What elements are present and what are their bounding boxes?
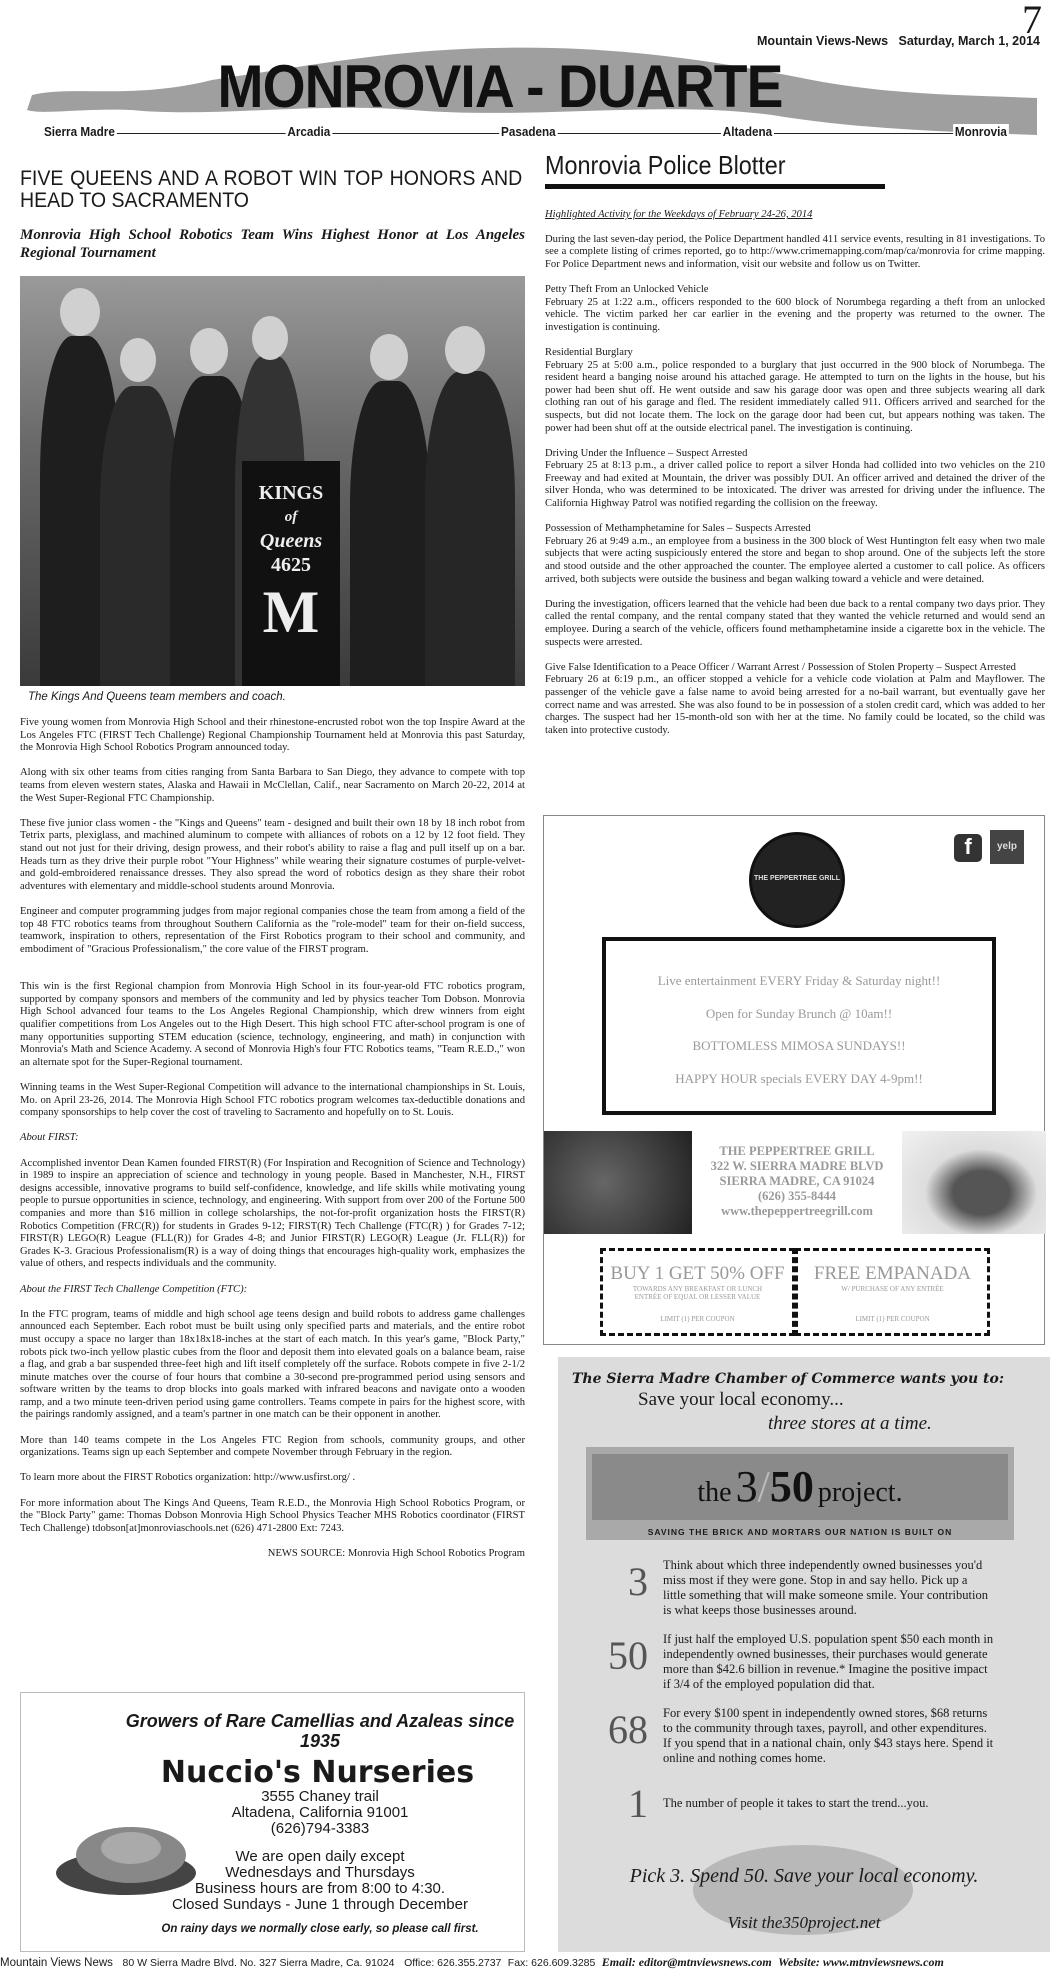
ad-website[interactable]: Visit the350project.net <box>727 1913 881 1932</box>
blotter-item: Possession of Methamphetamine for Sales – Suspects Arrested February 26 at 9:49 a.m., an employee from a business in the 300 block of West Huntington felt easy when two male subjects that were acting suspiciously entered the store and began to shop around. One of the subjects left the store and stood outside and the other approached the counter. The employee alerted a customer to call police. As officers arrived, both subjects were outside the business and began walking toward a vehicle and were detained. <box>545 523 1045 585</box>
city-label: Arcadia <box>287 124 331 139</box>
points-list <box>558 1558 1050 1827</box>
camellia-flower-icon <box>51 1823 201 1898</box>
restaurant-address: THE PEPPERTREE GRILL 322 W. SIERRA MADRE BLVD SIERRA MADRE, CA 91024 (626) 355-8444 www.thepeppertreegrill.com <box>710 1144 884 1218</box>
blotter-item: Petty Theft From an Unlocked Vehicle February 25 at 1:22 a.m., officers responded to the 600 block of Norumbega regarding a theft from an unlocked vehicle. The victim parked her car earlier in the evening and the property was returned to the owner. The investigation is continuing. <box>545 283 1045 333</box>
city-label: Pasadena <box>501 124 556 139</box>
ad-business-name: Nuccio's Nurseries <box>160 1755 475 1790</box>
page-footer <box>0 1955 1056 1970</box>
city-label: Altadena <box>722 124 773 139</box>
police-blotter <box>545 150 1045 750</box>
blotter-title: Monrovia Police Blotter <box>545 150 786 180</box>
blotter-item: Residential Burglary February 25 at 5:00 a.m., police responded to a burglary that just occurred in the 900 block of Norumbega. The resident heard a banging noise around his attached garage. He attempted to turn on the lights in the house, but his power had been shut off. He went outside and saw his garage door was open and three subjects wearing all dark clothing ran out of his garage and fled. The resident immediately called 911. Officers arrived and searched for the suspects, but did not locate them. The lock on the garage door had been cut, but appears nothing was taken. The power had been shut off at the outside electrical panel. The investigation is continuing. <box>545 346 1045 434</box>
peppertree-logo: THE PEPPERTREE GRILL <box>749 832 845 928</box>
article-paragraph: Engineer and computer programming judges from major regional companies chose the team from among a field of the top 48 FTC robotics teams from throughout Southern California as the "role-model" team for their on-field success, teamwork, inspiration to others, representation of the First Robotics program to their school and community, and embodiment of "Gracious Professionalism," the core value of the FIRST program. <box>20 905 525 955</box>
yelp-icon[interactable]: yelp <box>990 830 1024 864</box>
article-paragraph: This win is the first Regional champion from Monrovia High School in its four-year-old FTC robotics program, supported by company sponsors and members of the community and led by physics teacher Tom Dobson. Monrovia High School advanced four teams to the Los Angeles Regional Championship, which drew winners from eight qualifier competitions from Los Angeles out to the High Desert. This high school FTC after-school program is one of many opportunities supporting STEM education (science, technology, engineering, and math) in conjunction with Monrovia's Math and Science Academy. A second of Monrovia High's four FTC Robotics teams, "Team R.E.D.," won an alternate spot for the Super-Regional tournament. <box>20 981 525 1068</box>
peppertree-grill-ad <box>543 815 1045 1345</box>
robotics-article <box>20 168 525 1573</box>
blotter-item: Give False Identification to a Peace Officer / Warrant Arrest / Possession of Stolen Property – Suspect Arrested February 26 at 6:19 p.m., an officer stopped a vehicle for a vehicle code violation at Palm and Mayflower. The passenger of the vehicle gave a false name to avoid being arrested for a no-bail warrant, but eventually gave her correct name and was arrested. She was also found to be in possession of a stolen credit card, which was added to her charges. The suspect had her 15-month-old son with her at the time. No family could be located, so the child was taken into protective custody. <box>545 661 1045 736</box>
article-paragraph: Accomplished inventor Dean Kamen founded FIRST(R) (For Inspiration and Recognition of Science and Technology) in 1989 to inspire an appreciation of science and technology in young people. Based in Manchester, N.H., FIRST designs accessible, innovative programs to build self-confidence, knowledge, and life skills while motivating young people to pursue opportunities in science, technology, and engineering. With support from over 200 of the Fortune 500 companies and more than $16 million in college scholarships, the not-for-profit organization hosts the FIRST(R) Robotics Competition (FRC(R)) for students in Grades 9-12; FIRST(R) Tech Challenge (FTC(R) ) for Grades 7-12; FIRST(R) LEGO(R) League (FLL(R)) for Grades 4-8; and Junior FIRST(R) LEGO(R) League (Jr. FLL(R)) for Grades K-3. Gracious Professionalism(R) is a way of doing things that encourages high-quality work, emphasizes the value of others, and respects individuals and the community. <box>20 1157 525 1270</box>
page-number: 7 <box>1022 0 1042 42</box>
footer-office-phone: Office: 626.355.2737 <box>404 1957 502 1969</box>
article-paragraph: Five young women from Monrovia High School and their rhinestone-encrusted robot won the top Inspire Award at the Los Angeles FTC (FIRST Tech Challenge) Regional Championship Tournament held at Monrovia this past Saturday, the Monrovia High School Robotics Program announced today. <box>20 717 525 754</box>
blotter-intro: During the last seven-day period, the Police Department handled 411 service events, resulting in 81 investigations. To see a complete listing of crimes reported, go to http://www.crimemapping.com/map/ca/monrovia for crime mapping. For Police Department news and information, visit our website and follow us on Twitter. <box>545 233 1045 270</box>
footer-paper: Mountain Views News <box>0 1957 113 1969</box>
article-paragraph: Winning teams in the West Super-Regional Competition will advance to the international championships in St. Louis, Mo. on April 23-26, 2014. The Monrovia High School FTC robotics program welcomes tax-deductible donations and company sponsorships to help cover the cost of traveling to Sacramento and hopefully on to St. Louis. <box>20 1082 525 1119</box>
point-item: 68 For every $100 spent in independently owned stores, $68 returns to the community through taxes, payroll, and other expenditures. If you spend that in a national chain, only $43 stays here. Spend it online and nothing comes home. <box>608 1706 994 1765</box>
team-photo <box>20 276 525 686</box>
ad-hours: We are open daily except Wednesdays and Thursdays Business hours are from 8:00 to 4:30. Closed Sundays - June 1 through December <box>171 1848 468 1913</box>
article-paragraph: More than 140 teams compete in the Los Angeles FTC Region from schools, community groups, and other organizations. Teams sign up each September and compete November through February in the region. <box>20 1434 525 1459</box>
section-heading: About the FIRST Tech Challenge Competition (FTC): <box>20 1283 248 1295</box>
coupon-free-empanada[interactable]: FREE EMPANADA W/ PURCHASE OF ANY ENTRÉE LIMIT (1) PER COUPON <box>795 1248 990 1336</box>
350-project-logo: the 3/50 project. SAVING THE BRICK AND MORTARS OUR NATION IS BUILT ON <box>586 1447 1014 1540</box>
footer-website[interactable]: Website: www.mtnviewsnews.com <box>778 1955 944 1969</box>
footer-email[interactable]: Email: editor@mtnviewsnews.com <box>601 1955 772 1969</box>
point-item: 50 If just half the employed U.S. population spent $50 each month in independently owned businesses, their purchases would generate more than $42.6 billion in revenue.* Imagine the positive impact if 3/4 of the employed population did that. <box>608 1632 994 1691</box>
empanada-photo <box>902 1131 1046 1234</box>
article-paragraph: For more information about The Kings And Queens, Team R.E.D., the Monrovia High School Robotics Program, or the "Block Party" game: Thomas Dobson Monrovia High School Physics Teacher MHS Robotics coordinator (FIRST Tech Challenge) tdobson[at]monroviaschools.net (626) 471-2800 Ext: 7243. <box>20 1497 525 1534</box>
point-item: 3 Think about which three independently owned businesses you'd miss most if they were gone. Stop in and say hello. Pick up a little something that will make someone smile. Your contribution is what keeps those businesses around. <box>628 1558 988 1617</box>
ad-header: The Sierra Madre Chamber of Commerce wants you to: <box>572 1371 1005 1387</box>
mule-mug-photo <box>544 1131 692 1234</box>
ad-address: 3555 Chaney trail Altadena, California 91001 (626)794-3383 <box>231 1788 409 1837</box>
article-link-paragraph: To learn more about the FIRST Robotics organization: http://www.usfirst.org/ . <box>20 1472 356 1484</box>
banner-subtitle: SAVING THE BRICK AND MORTARS OUR NATION IS BUILT ON <box>647 1527 953 1537</box>
article-subhead: Monrovia High School Robotics Team Wins Highest Honor at Los Angeles Regional Tournament <box>20 227 525 261</box>
city-line <box>38 124 1018 140</box>
paper-name: Mountain Views-News <box>757 34 889 48</box>
photo-caption: The Kings And Queens team members and coach. <box>28 691 286 703</box>
article-headline: FIVE QUEENS AND A ROBOT WIN TOP HONORS AND HEAD TO SACRAMENTO <box>20 167 523 212</box>
city-label: Sierra Madre <box>43 124 115 139</box>
news-source: NEWS SOURCE: Monrovia High School Robotics Program <box>267 1548 525 1559</box>
article-paragraph: In the FTC program, teams of middle and high school age teens design and build robots to address game challenges announced each September. Each robot must be built using only specified parts and materials, and the entire robot must occupy a space no larger than 18x18x18-inches at the start of each match. In this year's game, "Block Party," robots pick two-inch yellow plastic cubes from the floor and deposit them into elevated goals on a balance beam, raise a flag, and grab a bar suspended three-feet high and lift itself completely off the surface. Robots compete in five 2-1/2 minute matches over the course of four hours that combine a 30-second pre-programmed period using sensors and software written by the teams to drop blocks into goals marked with infrared beacons and navigate onto a wooden ramp, and a two minute teen-driven period using game controllers. Teams compete in pairs for the highest score, with the pairings randomly assigned, and a team's partner in one match can be their opponent in another. <box>20 1308 525 1421</box>
masthead-title: MONROVIA - DUARTE <box>217 53 783 120</box>
team-sign: KINGS of Queens 4625 M <box>242 461 340 686</box>
issue-date: Saturday, March 1, 2014 <box>898 34 1040 48</box>
footer-fax: Fax: 626.609.3285 <box>507 1957 596 1969</box>
ad-line: three stores at a time. <box>768 1413 932 1434</box>
article-paragraph: These five junior class women - the "Kings and Queens" team - designed and built their own 18 by 18 inch robot from Tetrix parts, plexiglass, and machined aluminum to compete with alliances of robots on a 12 by 12 foot field. They stand out not just for their driving, design prowess, and their robot's ability to raise a flag and pull itself up on a bar. Heads turn as they drive their purple robot "Your Highness" while wearing their signature costumes of purple-velvet-and gold-embroidered renaissance dresses. They also spread the word of robotics design as they share their robot adventures with elementary and middle-school students around Monrovia. <box>20 817 525 892</box>
ad-line: Save your local economy... <box>638 1389 844 1410</box>
ad-slogan: Pick 3. Spend 50. Save your local economy. <box>629 1865 979 1887</box>
article-paragraph: Along with six other teams from cities ranging from Santa Barbara to San Diego, they advance to compete with top teams from eleven western states, Alaska and Hawaii in McClellan, Calif., near Sacramento on March 20-22, 2014 at the West Super-Regional FTC Championship. <box>20 767 525 804</box>
specials-box: Live entertainment EVERY Friday & Saturday night!! Open for Sunday Brunch @ 10am!! BOTTOMLESS MIMOSA SUNDAYS!! HAPPY HOUR specials EVERY DAY 4-9pm!! <box>602 937 996 1115</box>
city-label: Monrovia <box>954 124 1007 139</box>
point-item: 1 The number of people it takes to start the trend...you. <box>628 1781 929 1826</box>
blotter-item: During the investigation, officers learned that the vehicle had been due back to a rental company two days prior. They called the rental company, and the rental company stated that they wanted the vehicle returned and would send an employee. During a search of the vehicle, officers found methamphetamine inside a cigarette box in the vehicle. The suspects were arrested. <box>545 598 1045 648</box>
section-heading: About FIRST: <box>20 1132 79 1144</box>
footer-address: 80 W Sierra Madre Blvd. No. 327 Sierra Madre, Ca. 91024 <box>122 1957 395 1969</box>
blotter-highlight: Highlighted Activity for the Weekdays of February 24-26, 2014 <box>545 209 813 220</box>
facebook-icon[interactable]: f <box>954 834 982 862</box>
title-underline <box>545 184 885 189</box>
coupon-buy1get50[interactable]: BUY 1 GET 50% OFF TOWARDS ANY BREAKFAST OR LUNCH ENTRÉE OF EQUAL OR LESSER VALUE LIMIT (1) PER COUPON <box>600 1248 795 1336</box>
nuccio-nurseries-ad <box>20 1692 525 1952</box>
blotter-item: Driving Under the Influence – Suspect Arrested February 25 at 8:13 p.m., a driver called police to report a silver Honda had collided into two vehicles on the 210 Freeway and had exited at Mountain, the driver was possibly DUI. An officer arrived and detained the driver of the silver Honda, who was determined to be intoxicated. The driver was arrested for driving under the influence. The California Highway Patrol was notified regarding the collision on the freeway. <box>545 447 1045 510</box>
ad-tagline: Growers of Rare Camellias and Azaleas since 1935 <box>125 1711 515 1751</box>
ad-note: On rainy days we normally close early, so please call first. <box>161 1923 479 1935</box>
350-project-ad <box>558 1357 1050 1952</box>
